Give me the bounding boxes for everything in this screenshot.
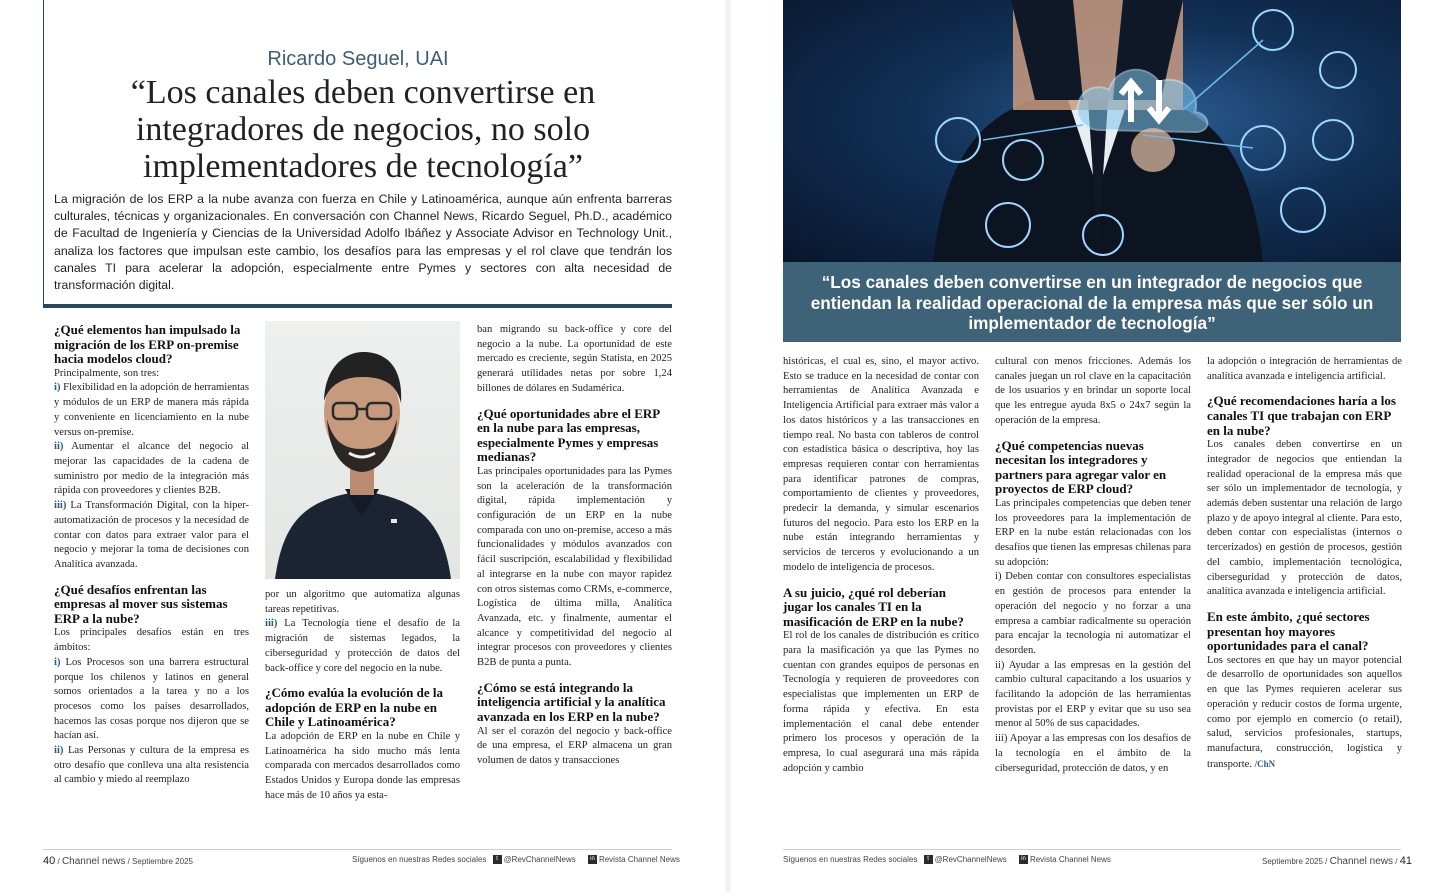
linkedin-handle[interactable]: Revista Channel News	[598, 855, 680, 864]
byline: Ricardo Seguel, UAI	[267, 48, 449, 70]
footer-separator: /	[127, 857, 130, 866]
follow-text: Síguenos en nuestras	[352, 855, 430, 864]
answer-item-text: Las Personas y cultura de la empresa es otro desafío que conlleva una alta resistencia al cambio y miedo al reemplazo	[54, 745, 249, 786]
answer-text: ban migrando su back-office y core del negocio a la nube. La oportunidad de este mercado es creciente, según Statista, en 2025 generará utilidades netas por sobre 1,24 billones de dólares en Sudamérica.	[477, 324, 672, 394]
question-heading: ¿Qué desafíos enfrentan las empresas al mover sus sistemas ERP a la nube?	[54, 581, 228, 626]
answer-item	[54, 499, 249, 573]
question-heading: En este ámbito, ¿qué sectores presentan hoy mayores oportunidades para el canal?	[1207, 608, 1370, 654]
answer-item-text: Los Procesos son una barrera estructural porque los chilenos y latinos en general somos orientados a la tarea y no a los procesos como los países desarrollados, hacemos las cosas porque nos dijeron que se hacían así.	[54, 656, 249, 742]
footer-rule	[783, 849, 1401, 850]
answer-text: cultural con menos fricciones. Además los canales juegan un rol clave en la capacitación de los usuarios y en brindar un soporte local que les entregue ayuda 8x5 o 24x7 según la operación de la empresa.	[995, 356, 1191, 426]
roman-numeral: i)	[54, 382, 61, 394]
answer-item: ii) Ayudar a las empresas en la gestión del cambio cultural capacitando a los usuarios y facilitando la adopción de las herramientas provistas por el ERP y evitar que su uso sea menor al 50% de sus capacidades.	[995, 659, 1191, 730]
footer-separator: /	[1325, 857, 1328, 866]
person-photo	[265, 321, 460, 579]
answer-text-body: Los sectores en que hay un mayor potencial de desarrollo de oportunidades son aquellos en que las Pymes requieren acelerar sus operación y reducir costos de forma urgente, como por ejemplo en comercio (o retail), salud, servicios profesionales, startups, manufactura, construcción, logística y transporte.	[1207, 654, 1402, 770]
left-column-3	[477, 323, 672, 769]
question-heading: ¿Qué recomendaciones haría a los canales TI que trabajan con ERP en la nube?	[1207, 393, 1396, 438]
answer-text: La adopción de ERP en la nube en Chile y Latinoamérica ha sido mucho más lenta comparada con mercados desarrollados como Estados Unidos y Europa donde las empresas hace más de 10 años ya esta-	[265, 731, 460, 801]
social-text: Redes sociales	[863, 855, 918, 864]
answer-item: i) Deben contar con consultores especialistas en gestión de procesos para entender la operación del negocio y no forzar a una empresa a cambiar radicalmente su operación para encajar la tecnología ni automatizar el desorden.	[995, 571, 1191, 656]
magazine-brand: Channel news	[61, 856, 126, 867]
left-column-1	[54, 323, 249, 788]
header-vertical-rule	[43, 0, 44, 306]
footer-right	[1262, 855, 1412, 867]
footer-social-left	[352, 855, 680, 864]
answer-text: por un algoritmo que automatiza algunas tareas repetitivas.	[265, 589, 460, 615]
answer-text: la adopción o integración de herramientas de analítica avanzada e inteligencia artificial.	[1207, 356, 1402, 382]
answer-text: Las principales competencias que deben tener los proveedores para la implementación de ERP en la nube están relacionadas con los desafíos que tienen las empresas chilenas para su adopción:	[995, 497, 1191, 568]
question-heading: ¿Cómo evalúa la evolución de la adopción de ERP en la nube en Chile y Latinoamérica?	[265, 685, 444, 730]
answer-text: Principalmente, son tres:	[54, 367, 160, 379]
answer-text: Al ser el corazón del negocio y back-office de una empresa, el ERP almacena un gran volumen de datos y transacciones	[477, 725, 672, 766]
footer-social-right	[783, 855, 1111, 864]
right-column-2	[995, 355, 1191, 776]
answer-item-text: La Transformación Digital, con la hiper-automatización de procesos y la necesidad de contar con datos para extraer valor para el negocio y mejorar la toma de decisiones con Analítica avanzada.	[54, 500, 249, 570]
twitter-icon: t	[493, 855, 502, 864]
twitter-handle[interactable]: @RevChannelNews	[934, 855, 1007, 864]
answer-text: Las principales oportunidades para las Pymes son la aceleración de la transformación digital, rápida implementación y configuración de un ERP en la nube comparada con uno on-premise, acceso a más funcionalidades y módulos avanzados con fácil suscripción, escalabilidad y flexibilidad al integrarse en la nube con mayor rapidez con otros sistemas como CRMs, e-commerce, Logística de última milla, Analítica Avanzada, etc. y finalmente, aumentar el alcance y competitividad del negocio al integrar procesos con proveedores y clientes B2B de punta a punta.	[477, 465, 672, 669]
question-heading: ¿Qué competencias nuevas necesitan los integradores y partners para agregar valor en proyectos de ERP cloud?	[995, 437, 1167, 497]
right-page	[728, 0, 1456, 892]
follow-text: Síguenos en nuestras	[783, 855, 861, 864]
twitter-icon: t	[924, 855, 933, 864]
answer-item-text: Flexibilidad en la adopción de herramientas y módulos de un ERP de manera más rápida y conveniente en licenciamiento en la nube versus on-premise.	[54, 382, 249, 438]
roman-numeral: iii)	[265, 618, 278, 630]
linkedin-icon: in	[1019, 855, 1028, 864]
issue-date: Septiembre 2025	[132, 857, 193, 866]
linkedin-icon: in	[588, 855, 597, 864]
question-heading: ¿Qué oportunidades abre el ERP en la nube para las empresas, especialmente Pymes y empresas medianas?	[477, 405, 660, 465]
issue-date: Septiembre 2025	[1262, 857, 1323, 866]
answer-item	[54, 440, 249, 499]
page-number: 41	[1399, 855, 1412, 867]
answer-item	[54, 656, 249, 744]
roman-numeral: i)	[54, 656, 61, 668]
footer-rule	[43, 849, 672, 850]
social-text: Redes sociales	[432, 855, 487, 864]
article-signature: /ChN	[1254, 758, 1276, 769]
answer-item: iii) Apoyar a las empresas con los desafíos de la tecnología en el ámbito de la ciberseguridad, protección de datos, y en	[995, 733, 1191, 774]
cloud-hero-graphic	[783, 0, 1401, 262]
linkedin-handle[interactable]: Revista Channel News	[1029, 855, 1111, 864]
answer-text: históricas, el cual es, sino, el mayor activo. Esto se traduce en la necesidad de contar con herramientas de Analítica Avanzada e Inteligencia Artificial para extraer más valor a los datos históricos y a las transacciones en tiempo real. No basta con tableros de control con estadística básica o descriptiva, hoy las empresas requieren contar con herramientas para identificar patrones de compras, comportamiento de clientes y proveedores, predecir la demanda, y simular escenarios futuros del negocio. Para esto los ERP en la nube están integrando herramientas y servicios de terceros y evolucionando a un modelo de inteligencia de procesos.	[783, 356, 979, 573]
footer-left	[43, 855, 193, 867]
footer-separator: /	[57, 857, 60, 866]
headline: “Los canales deben convertirse en integradores de negocios, no solo implementadores de tecnología”	[130, 74, 596, 185]
right-column-1	[783, 355, 979, 776]
right-column-3	[1207, 355, 1402, 772]
footer-separator: /	[1395, 857, 1398, 866]
question-heading: A su juicio, ¿qué rol deberían jugar los canales TI en la masificación de ERP en la nube?	[783, 584, 964, 629]
roman-numeral: ii)	[54, 441, 64, 453]
roman-numeral: iii)	[54, 500, 67, 512]
answer-item-text: Aumentar el alcance del negocio al mejorar las capacidades de la cadena de suministro por medio de la integración más rápida con proveedores y clientes B2B.	[54, 441, 249, 497]
page-number: 40	[43, 855, 56, 867]
answer-text: Los canales deben convertirse en un integrador de negocios que entiendan la realidad operacional de la empresa más que ser sólo un implementador de tecnología, y además deben sustentar una relación de largo plazo y de apoyo integral al cliente. Para esto, deben contar con especialistas (internos o tercerizados) en gestión de procesos, gestión del cambio, implementación tecnológica, ciberseguridad y protección de datos, analítica avanzada e inteligencia artificial.	[1207, 439, 1402, 598]
question-heading: ¿Qué elementos han impulsado la migración de los ERP on-premise hacia modelos cloud?	[54, 322, 241, 367]
magazine-brand: Channel news	[1329, 856, 1394, 867]
answer-item-text: La Tecnología tiene el desafío de la migración de sistemas legados, la ciberseguridad y protección de datos del back-office y core del negocio en la nube.	[265, 618, 460, 674]
left-column-2	[265, 588, 460, 804]
roman-numeral: ii)	[54, 745, 64, 757]
answer-text: Los principales desafíos están en tres ámbitos:	[54, 627, 249, 654]
header-rule	[43, 304, 672, 308]
question-heading: ¿Cómo se está integrando la inteligencia artificial y la analítica avanzada en los ERP en la nube?	[477, 679, 666, 724]
twitter-handle[interactable]: @RevChannelNews	[503, 855, 576, 864]
answer-item	[54, 381, 249, 440]
lead-paragraph: La migración de los ERP a la nube avanza con fuerza en Chile y Latinoamérica, aunque aún enfrenta barreras culturales, técnicas y organizacionales. En conversación con Channel News, Ricardo Seguel, Ph.D., académico de Facultad de Ingeniería y Ciencias de la Universidad Adolfo Ibáñez y Associate Advisor en Technology Unit., analiza los factores que impulsan este cambio, los desafíos para las empresas y el rol clave que tendrán los canales TI para acelerar la adopción, especialmente entre Pymes y sectores con alta necesidad de transformación digital.	[54, 192, 672, 293]
pull-quote: “Los canales deben convertirse en un integrador de negocios que entiendan la realidad operacional de la empresa más que ser sólo un implementador de tecnología”	[783, 262, 1401, 342]
answer-text	[1207, 654, 1402, 773]
portrait-photo	[265, 321, 460, 579]
answer-item	[265, 617, 460, 676]
answer-item	[54, 744, 249, 788]
answer-text: El rol de los canales de distribución es crítico para la masificación ya que las Pymes no cuentan con grandes equipos de personas en Tecnología y requieren de proveedores con especialistas que implementen un ERP de forma rápida y efectiva. En esta implementación el canal debe entender primero los procesos y operación de la empresa, lo cual asegurará una más rápida adopción y cambio	[783, 630, 979, 774]
hero-image	[783, 0, 1401, 262]
